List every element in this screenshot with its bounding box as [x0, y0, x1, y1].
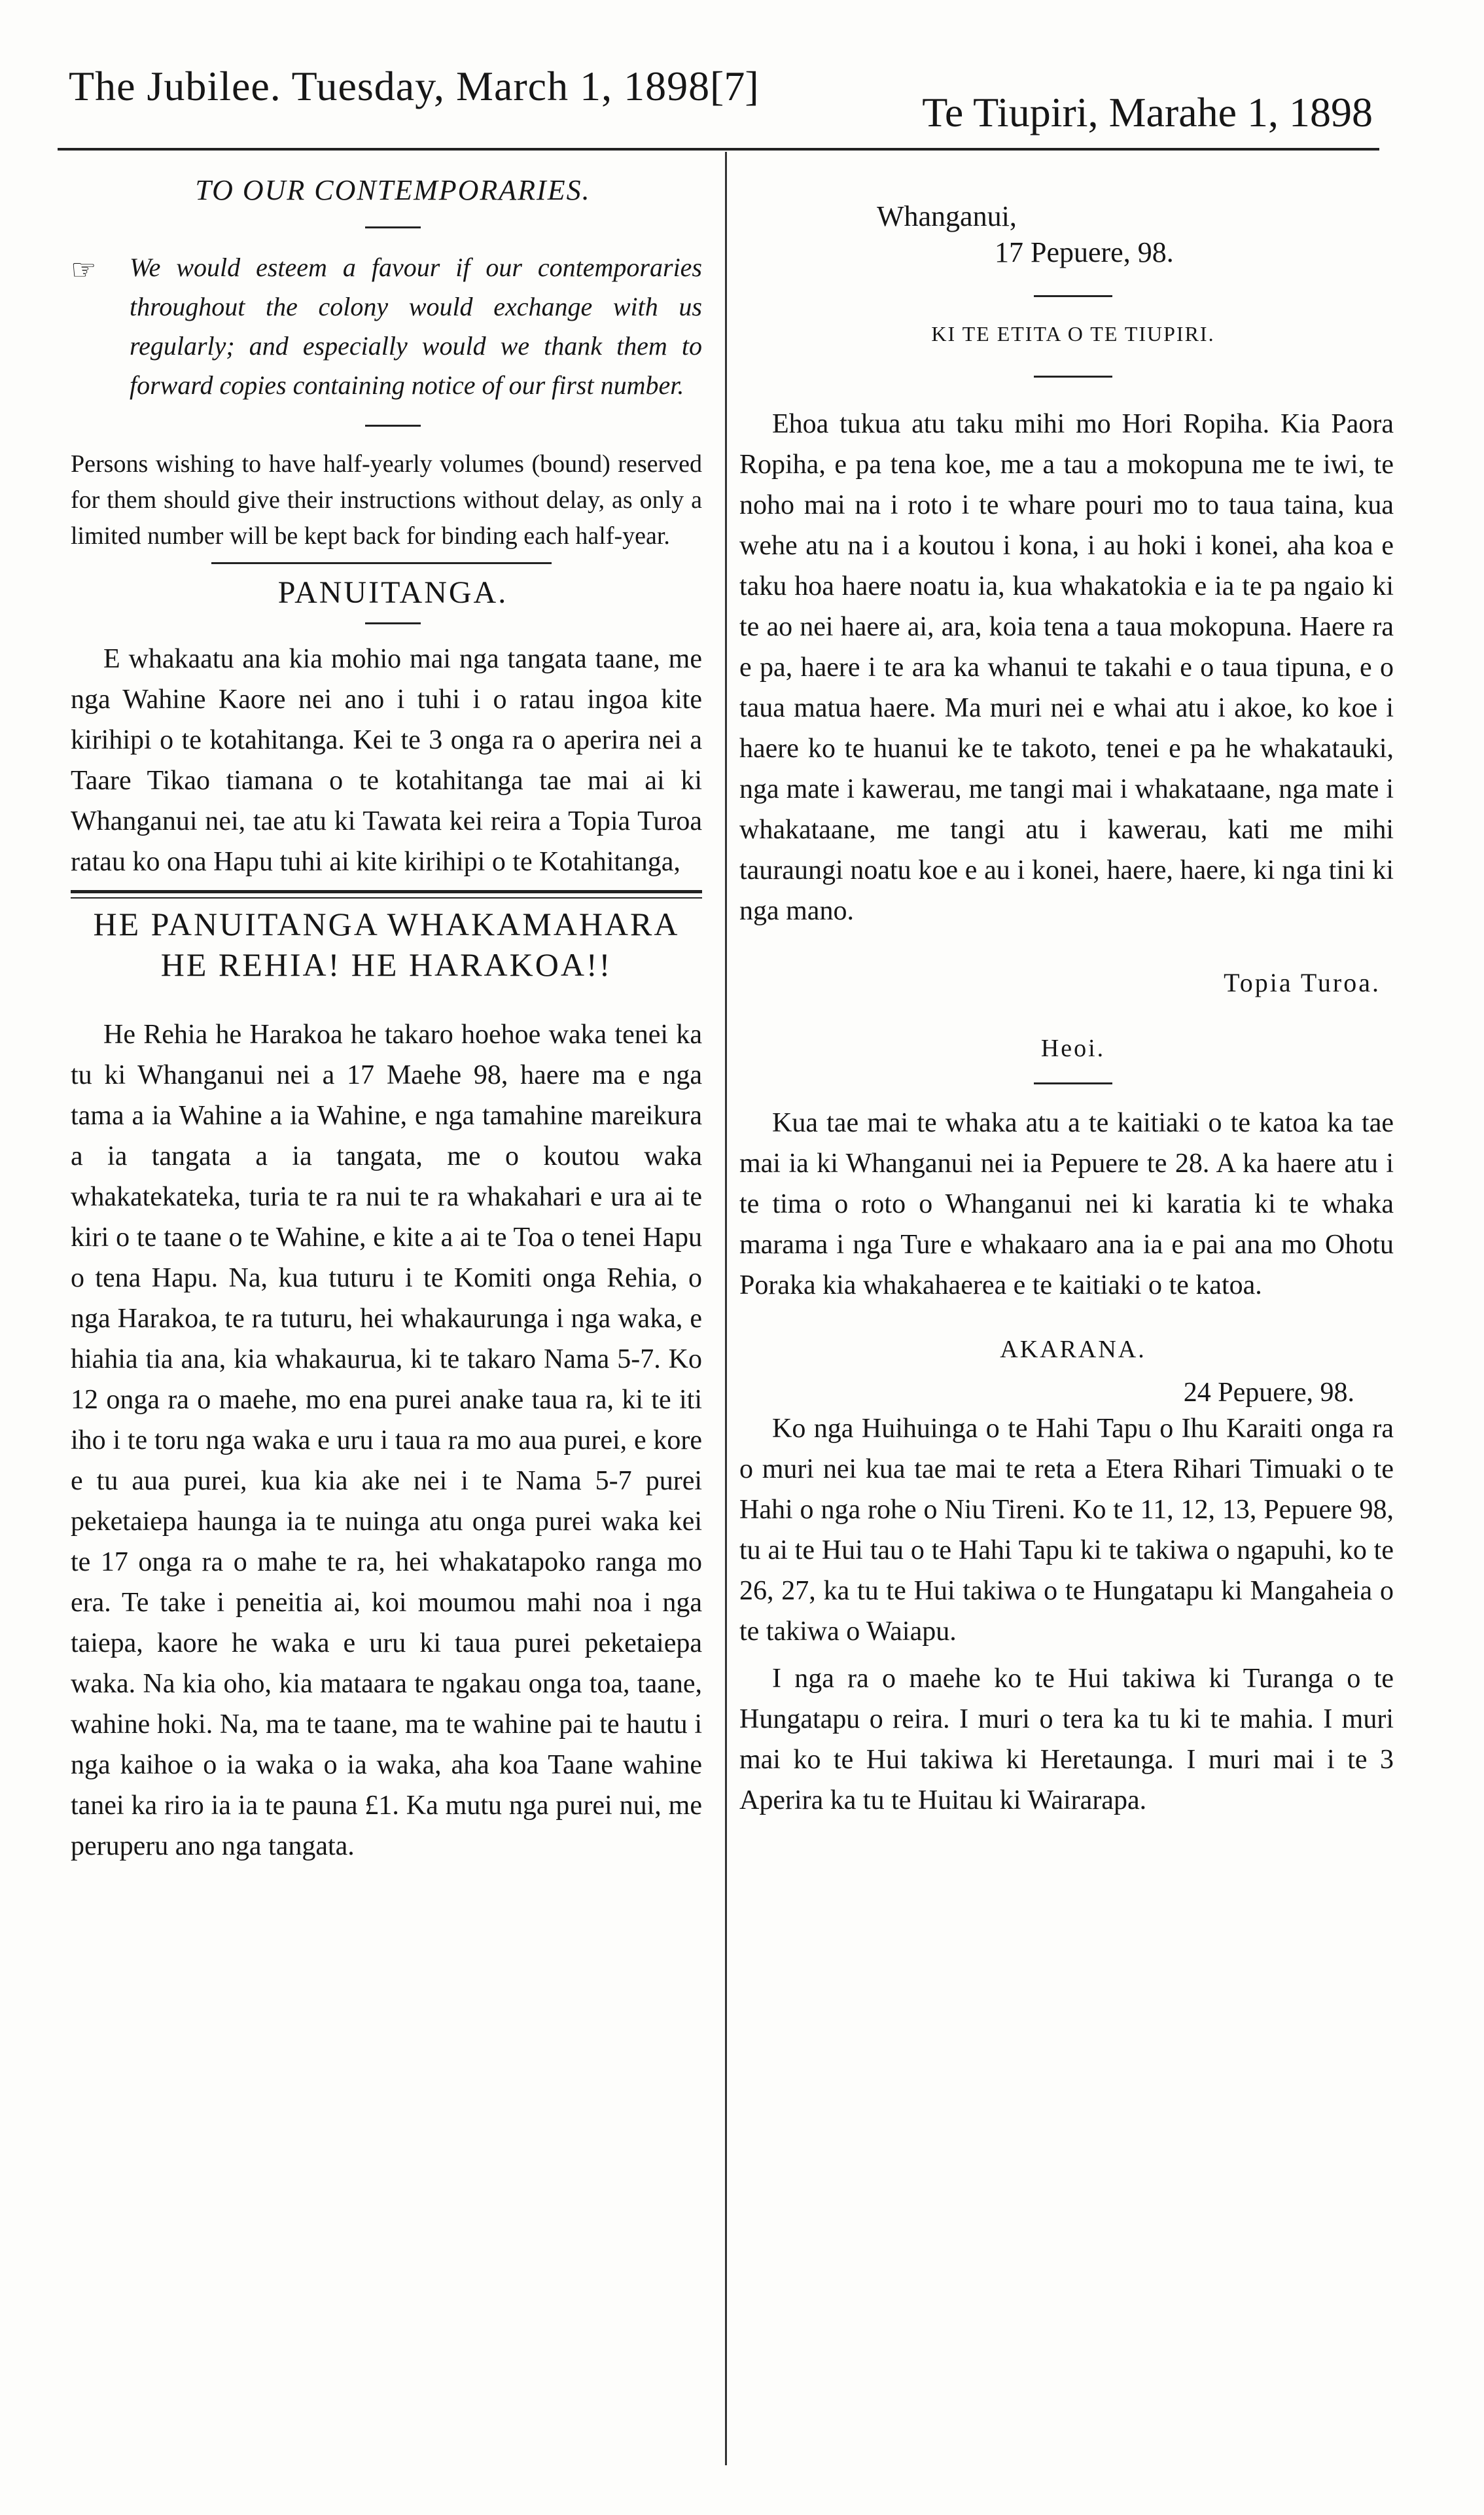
heoi-title: Heoi. — [1040, 1035, 1106, 1062]
short-rule — [1034, 376, 1112, 378]
letter-body: Ehoa tukua atu taku mihi mo Hori Ropiha. Kia Paora Ropiha, e pa tena koe, me a tau a mokopuna me te iwi, te noho mai na i roto i te whare pouri mo to taua taina, kua wehe atu na i a koutou i kona, i au hoki i konei, aha koa e taku hoa haere noatu ia, kua whakatokia e ia te pa ngaio ki te ao nei haere ai, ara, koia tena a taua mokopuna. Haere ra e pa, haere i te ara ka whanui te takahi e o taua tipuna, e o taua matua haere. Ma muri nei e whai atu i akoe, ko koe i haere ko te huanui ke te takoto, tenei e pa he whakatauki, nga mate i kawerau, me tangi mai i whakataane, nga mate i whakataane, me tangi atu i kawerau, kati me mihi tauraungi noatu koe e au i konei, haere, haere, ki nga tini ki nga mano. — [739, 409, 1394, 926]
akarana-body-1: Ko nga Huihuinga o te Hahi Tapu o Ihu Karaiti onga ra o muri nei kua tae mai te reta a Etera Rihari Timuaki o te Hahi o nga rohe o Niu Tireni. Ko te 11, 12, 13, Pepuere 98, tu ai te Hui tau o te Hahi Tapu ki te takiwa o ngapuhi, ko te 26, 27, ka tu te Hui takiwa o te Hungatapu ki Mangaheia o te takiwa o Waiapu. — [739, 1414, 1394, 1647]
column-divider — [725, 152, 727, 2465]
akarana-title: AKARANA. — [1000, 1336, 1146, 1363]
short-rule — [365, 425, 421, 427]
double-rule — [71, 890, 702, 899]
page-number: [7] — [710, 63, 759, 109]
whakamahara-body: He Rehia he Harakoa he takaro hoehoe waka tenei ka tu ki Whanganui nei a 17 Maehe 98, haere ma e nga tama a ia Wahine a ia Wahine, e nga tamahine mareikura a ia tangata a ia tangata, me o koutou waka whakatekateka, turia te ra nui te ra whakahari e ura ai te kiri o te taane o te Wahine, e kite a ai te Toa o tenei Hapu o tena Hapu. Na, kua tuturu i te Komiti onga Rehia, o nga Harakoa, te ra tuturu, hei whakaurunga i nga waka, e hiahia tia ana, kia whakaurua, ki te takaro Nama 5-7. Ko 12 onga ra o maehe, mo ena purei anake taua ra, ki te iti iho i te toru nga waka e uru i taua ra mo aua purei, e kore e tu aua purei, kua kia ake nei i te Nama 5-7 purei peketaiepa haunga ia te nuinga atu onga purei waka kei te 17 onga ra o mahe te ra, hei whakatapoko ranga mo era. Te take i peneitia ai, koi moumou mahi noa i nga taiepa, kaore he waka e uru ki taua purei peketaiepa waka. Na kia oho, kia mataara te ngakau onga toa, taane, wahine hoki. Na, ma te taane, ma te wahine pai te hautu i nga kaihoe o ia waka o ia waka, aha koa Taane wahine tanei ka riro ia ia te pauna £1. Ka mutu nga purei nui, me peruperu ano nga tangata. — [71, 1020, 702, 1861]
header-right-title: Te Tiupiri, Marahe 1, 1898 — [922, 89, 1373, 135]
right-column — [739, 157, 1407, 1821]
short-rule — [365, 226, 421, 228]
panuitanga-body: E whakaatu ana kia mohio mai nga tangata taane, me nga Wahine Kaore nei ano i tuhi i o ratau ingoa kite kirihipi o te kotahitanga. Kei te 3 onga ra o aperira nei a Taare Tikao tiamana o te kotahitanga tae mai ai ki Whanganui nei, tae atu ki Tawata kei reira a Topia Turoa ratau ko ona Hapu tuhi ai kite kirihipi o te Kotahitanga, — [71, 644, 702, 877]
page-header — [0, 0, 1484, 157]
akarana-date: 24 Pepuere, 98. — [1183, 1378, 1354, 1408]
contemporaries-title: TO OUR CONTEMPORARIES. — [195, 174, 591, 206]
section-rule — [211, 562, 552, 564]
panuitanga-title: PANUITANGA. — [277, 575, 508, 610]
whakamahara-title-line-1: HE PANUITANGA WHAKAMAHARA — [93, 906, 680, 942]
letter-signature: Topia Turoa. — [1224, 968, 1381, 997]
header-left-title: The Jubilee. Tuesday, March 1, 1898 — [69, 63, 711, 109]
letter-date: 17 Pepuere, 98. — [995, 236, 1174, 268]
whakamahara-title-line-2: HE REHIA! HE HARAKOA!! — [160, 946, 612, 983]
contemporaries-notice-text: We would esteem a favour if our contemporaries throughout the colony would exchange with us regularly; and especially would we thank them to forward copies containing notice of our first number. — [130, 253, 702, 400]
heoi-body: Kua tae mai te whaka atu a te kaitiaki o te katoa ka tae mai ia ki Whanganui nei ia Pepuere te 28. A ka haere atu i te tima o roto o Whanganui nei ki karatia ki te whaka marama i nga Ture e whakaaro ana ia e pai ana mo Ohotu Poraka kia whakahaerea e te kaitiaki o te katoa. — [739, 1108, 1394, 1300]
akarana-body-2: I nga ra o maehe ko te Hui takiwa ki Turanga o te Hungatapu o reira. I muri o tera ka tu ki te mahia. I muri mai ko te Hui takiwa ki Heretaunga. I muri mai i te 3 Aperira ka tu te Huitau ki Wairarapa. — [739, 1664, 1394, 1815]
short-rule — [365, 622, 421, 624]
volumes-notice: Persons wishing to have half-yearly volumes (bound) reserved for them should give their instructions without delay, as only a limited number will be kept back for binding each half-year. — [71, 450, 702, 550]
contemporaries-notice — [71, 248, 715, 405]
letter-place: Whanganui, — [877, 200, 1017, 232]
header-rule — [58, 148, 1379, 151]
short-rule — [1034, 295, 1112, 297]
short-rule — [1034, 1082, 1112, 1084]
letter-title: KI TE ETITA O TE TIUPIRI. — [931, 322, 1215, 346]
pointing-hand-icon: ☞ — [71, 254, 97, 286]
left-column — [71, 157, 715, 1866]
